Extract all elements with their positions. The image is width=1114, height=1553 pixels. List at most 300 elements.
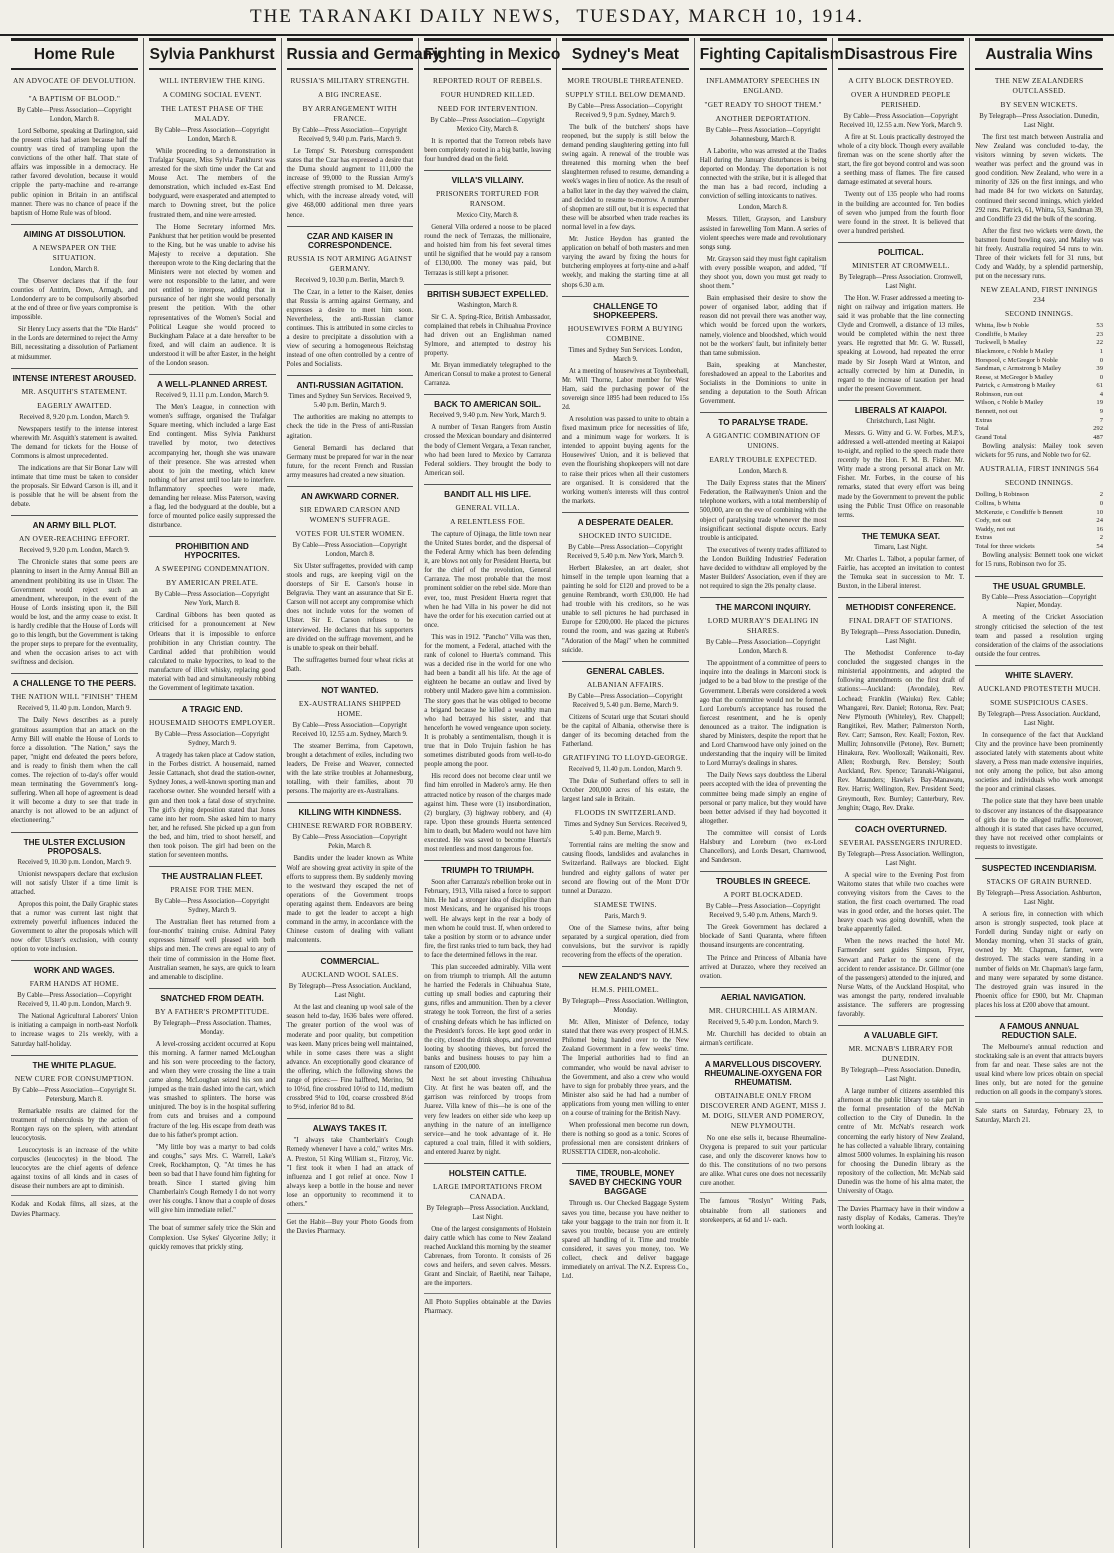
section-heading: AIMING AT DISSOLUTION. <box>11 224 138 239</box>
scorecard-row <box>975 348 1103 357</box>
scorecard-row <box>975 374 1103 383</box>
advertisement: Kodak and Kodak films, all sizes, at the Davies Pharmacy. <box>11 1195 138 1218</box>
scorecard-row <box>975 391 1103 400</box>
subheading: EX-AUSTRALIANS SHIPPED HOME. <box>298 699 401 718</box>
article-paragraph: Bowling analysis: Bennett took one wicket for 15 runs, Robinson two for 35. <box>975 552 1103 569</box>
article-paragraph: A Laborite, who was arrested at the Trades Hall during the January disturbances is being deported on Monday. The deportation is not connected with the strike, but it is alleged that the man has a bad record, including a conviction of selling intoxicants to natives. <box>699 147 827 201</box>
article-paragraph: Remarkable results are claimed for the treatment of tuberculosis by the action of Rontgen rays on the spleen, with attendant leucocytosis. <box>11 1107 138 1142</box>
batsman-runs: 487 <box>1093 433 1103 441</box>
article-paragraph: The Melbourne's annual reduction and stocktaking sale is an event that attracts buyers from far and near. These sales are not the usual kind where low prices obtain on special lines only, but are noted for the genuine reduction on all goods in the company's stores. <box>975 1043 1103 1097</box>
column-headline: Sydney's Meat <box>562 38 689 70</box>
section-heading: A TRAGIC END. <box>149 699 276 714</box>
article-paragraph: The suffragettes burned four wheat ricks at Bath. <box>286 656 414 673</box>
subheading: H.M.S. PHILOMEL. <box>591 985 660 995</box>
subheading: WILL INTERVIEW THE KING. <box>159 76 266 85</box>
batsman-name: Wilson, c Noble b Mailey <box>975 399 1044 407</box>
dateline: Received 9, 5.40 p.m. London, March 9. <box>708 1018 819 1026</box>
batsman-runs: 23 <box>1096 330 1103 338</box>
dateline: By Cable—Press Association—Copyright Received 10, 12.55 a.m. New York, March 9. <box>839 112 963 129</box>
subheading: A COMING SOCIAL EVENT. <box>162 89 262 99</box>
subheading: THE NATION WILL "FINISH" THEM <box>11 692 138 702</box>
subheading: A BIG INCREASE. <box>317 89 382 99</box>
dateline: By Cable—Press Association—Copyright Received 9, 5.40 p.m. Berne, March 9. <box>568 692 683 709</box>
section-heading: BRITISH SUBJECT EXPELLED. <box>424 284 551 299</box>
scorecard-row <box>975 339 1103 348</box>
article-paragraph: Torrential rains are melting the snow and causing floods, landslides and avalanches in Switzerland. Railways are blocked. Eight hundred and eighty gallons of water per second are flowing out of the Mont D'Or tunnel at Durazzo. <box>562 842 689 895</box>
batsman-runs: 54 <box>1096 542 1103 550</box>
article-paragraph: A number of Texan Rangers from Austin crossed the Mexican boundary and disinterred the body of Clement Vergara, a Texan rancher, who had been lured to Mexico by Carranza Federal soldiers. They brought the body to American soil. <box>424 424 551 477</box>
article-paragraph: The capture of Ojinaga, the little town near the United States border, and the dispersal of the Federal Army which has been defending it, are blows not only for President Huerta, but for the chief of the revolution, General Carranza. The most probable that the most prominent soldier on the rebel side. More than ever, too, must President Huerta regret that when he had Villa in his power he did not have the order for his execution carried out at once. <box>424 530 551 629</box>
dateline: Times and Sydney Sun Services. Received 9, 5.40 p.m. Berlin, March 9. <box>288 393 412 410</box>
subheading: THE LATEST PHASE OF THE MALADY. <box>160 103 264 123</box>
column-headline: Sylvia Pankhurst <box>149 38 276 70</box>
article-paragraph: The Duke of Sutherland offers to sell in October 200,000 acres of his estate, the largest land sale in Britain. <box>562 778 689 804</box>
dateline: London, March 8. <box>738 468 788 476</box>
advertisement: The famous "Roslyn" Writing Pads, obtainable from all stationers and storekeepers, at 6d and 1/- each. <box>700 1192 827 1224</box>
advertisement: Get the Habit—Buy your Photo Goods from the Davies Pharmacy. <box>287 1213 414 1236</box>
batsman-runs: 39 <box>1096 365 1103 373</box>
subheading: FOUR HUNDRED KILLED. <box>440 89 535 99</box>
batsman-runs: 9 <box>1099 407 1103 415</box>
article-paragraph: One of the largest consignments of Holstein dairy cattle which has come to New Zealand reached Auckland this morning by the steamer Cabrenaes, from Toronto. It consists of 26 cows and heifers, and seven calves. Messrs. Grant and Sinclair, of Raetihi, near Taihape, are the importers. <box>424 1225 551 1288</box>
article-paragraph: The first test match between Australia and New Zealand was concluded to-day, the visitors winning by seven wickets. The weather was perfect and the ground was in good condition. New Zealand, who were in a minority of 326 on the first innings, and who had made 84 for two wickets on Saturday, continued their second innings, which yielded 292 runs. Patrick, 61, Whitta, 53, Sandman 39, and Condliffe 23 did the bulk of the scoring. <box>975 133 1103 223</box>
section-heading: A DESPERATE DEALER. <box>562 512 689 527</box>
scorecard-row <box>975 417 1103 426</box>
batsman-runs: 19 <box>1096 399 1103 407</box>
subheading: AUCKLAND PROTESTETH MUCH. <box>977 683 1101 693</box>
article-paragraph: Herbert Blakeslee, an art dealer, shot himself in the temple upon learning that a painting he sold for £120 and proved to be a genuine Rembrandt, worth £30,000. He had had trouble with his creditors, so he was unable to sell pictures he had purchased in Europe for £200,000. He placed the pictures round the room, and was gazing at Ruben's "Adoration of the Magi" when he committed suicide. <box>562 564 689 654</box>
batsman-runs: 22 <box>1096 339 1103 347</box>
scorecard-table <box>975 322 1103 442</box>
section-heading: TROUBLES IN GREECE. <box>700 871 827 886</box>
batsman-runs: 2 <box>1099 534 1103 542</box>
subheading: NEW CURE FOR CONSUMPTION. <box>14 1073 134 1083</box>
subheading: OVER A HUNDRED PEOPLE PERISHED. <box>851 89 951 109</box>
article-paragraph: At a meeting of housewives at Toynbeehall, Mr. Will Thorne, Labor member for West Ham, said the purchasing power of the sovereign since 1895 had been reduced to 15s 2d. <box>562 367 689 411</box>
divider-rule <box>50 89 98 90</box>
dateline: Washington, March 8. <box>457 301 518 309</box>
article-column <box>282 38 441 1548</box>
article-paragraph: The Home Secretary informed Mrs. Pankhurst that her petition would be presented to the King, but he was unable to advise his Majesty to receive a deputation. She thereupon wrote to the King declaring that the Ministers were not elected by women and were not responsible to the latter, and were not entitled to interpose, adding that in pursuance of her right she would personally present the petition. With the other representatives of the Women's Social and Political League she would proceed to Buckingham Palace at a date hereafter to be fixed, and will claim an audience. It is understood it will be after Easter, in the height of the London season. <box>148 223 276 368</box>
article-paragraph: The Daily News describes as a purely gratuitous assumption that an attack on the Army Bill will enable the House of Lords to force a dissolution. "The Nation," says the paper, "might end defeated the peers before, and is ready to finish them when the call comes. The rejection of to-day's offer would mean terminating the Government's long-suffering. When all hope of agreement is dead it will become a duty to see that trade in anarchy is not allowed to be an adjunct of electioneering." <box>11 717 138 825</box>
subheading: A PORT BLOCKADED. <box>723 890 803 900</box>
dateline: By Cable—Press Association—Copyright London, March 8. <box>17 106 132 123</box>
section-heading: AN AWKWARD CORNER. <box>287 486 414 501</box>
article-column <box>695 38 844 1548</box>
dateline: By Telegraph—Press Association. Dunedin, Last Night. <box>841 629 961 646</box>
section-heading: ANTI-RUSSIAN AGITATION. <box>287 375 414 390</box>
section-heading: TRIUMPH TO TRIUMPH. <box>424 860 551 875</box>
article-paragraph: Through us. Our Checked Baggage System saves you time, because you have neither to take your baggage to the train nor from it. It saves you trouble, because you are entirely spared all handling of it. Time and trouble considered, it saves you money, too. We collect, check and deliver baggage immediately on arrival. The N.Z. Express Co., Ltd. <box>562 1200 689 1281</box>
article-paragraph: Sir Henry Lucy asserts that the "Die Hards" in the Lords are determined to reject the Army Bill, necessitating a dissolution of Parliament at midsummer. <box>11 326 138 361</box>
column-headline: Fighting in Mexico <box>424 38 551 70</box>
scorecard-row <box>975 331 1103 340</box>
subheading: BY SEVEN WICKETS. <box>1000 99 1078 109</box>
batsman-name: Extras <box>975 416 993 424</box>
section-heading: THE AUSTRALIAN FLEET. <box>149 866 276 881</box>
article-paragraph: The Greek Government has declared a blockade of Santi Quaranta, where fifteen thousand insurgents are concentrating. <box>699 924 827 950</box>
article-column <box>144 38 282 1548</box>
dateline: Received 9, 11.11 p.m. London, March 9. <box>155 392 269 400</box>
batsman-name: Condliffe, b Mailey <box>975 330 1028 338</box>
article-paragraph: At the last and cleaning up wool sale of the season held to-day, 1636 bales were offered. The greater portion of the wool was of moderate and poor quality, but competition was keen. Many prices being well maintained, while in some cases there was a slight advance. An exceptionally good clearance of the offering, which the following shows the range of prices:— Fine halfbred, Merino, 9d to 10½d, fine crossbred 10½d to 11d, medium crossbred 9¼d to 10d, coarse crossbred 8½d to 9½d, inferior 8d to 8d. <box>286 1004 414 1112</box>
article-paragraph: Apropos this point, the Daily Graphic states that a rumor was current last night that extremely powerful influences induced the Government to alter the proposals which will now offer Ulster's exclusion, with county option to vote inclusion. <box>11 900 138 954</box>
subheading: FLOODS IN SWITZERLAND. <box>574 808 676 818</box>
article-paragraph: Unionist newspapers declare that exclusion will not satisfy Ulster if a time limit is attached. <box>11 870 138 896</box>
subheading: GENERAL VILLA. <box>455 502 520 512</box>
dateline: By Cable—Press Association—Copyright Received 9, 5.40 p.m. New York, March 9. <box>567 543 684 560</box>
section-heading: KILLING WITH KINDNESS. <box>287 802 414 817</box>
dateline: By Telegraph—Press Association. Thames, Monday. <box>153 1019 271 1036</box>
article-paragraph: The Australian fleet has returned from a four-months' training cruise. Admiral Patey expresses himself well pleased with both ships and men. The crews are equal to any of their time of commission in the Home fleet. Australian seamen, he says, are quick to learn and amenable to discipline. <box>148 919 276 981</box>
subheading: MR. ASQUITH'S STATEMENT. <box>21 386 128 396</box>
article-paragraph: Bain, speaking at Manchester, foreshadowed an appeal to the Laborites and Socialists in the Dominions to unite in sending a deputation to the South African Government. <box>699 361 827 406</box>
batsman-name: Extras <box>975 534 993 542</box>
section-heading: INTENSE INTEREST AROUSED. <box>11 368 138 383</box>
article-paragraph: Mr. Grayson said they must fight capitalism with every possible weapon, and added, "If they shoot you, down you must get ready to shoot them." <box>699 255 827 291</box>
batsman-name: Reese, st McGregor b Mailey <box>975 373 1054 381</box>
subheading: FINAL DRAFT OF STATIONS. <box>848 616 953 626</box>
batsman-name: Total <box>975 425 989 433</box>
subheading: SOME SUSPICIOUS CASES. <box>990 697 1089 707</box>
subheading: MR. CHURCHILL AS AIRMAN. <box>708 1005 818 1015</box>
scorecard-subheading: SECOND INNINGS. <box>1005 478 1074 488</box>
subheading: SIAMESE TWINS. <box>593 899 657 909</box>
section-heading: A FAMOUS ANNUAL REDUCTION SALE. <box>975 1016 1103 1040</box>
section-heading: A CHALLENGE TO THE PEERS. <box>11 673 138 688</box>
section-heading: POLITICAL. <box>838 242 965 257</box>
column-headline: Australia Wins <box>975 38 1103 70</box>
section-heading: TIME, TROUBLE, MONEY SAVED BY CHECKING YOUR BAGGAGE <box>562 1163 689 1196</box>
article-paragraph: Sir C. A. Spring-Rice, British Ambassador, complained that rebels in Chihuahua Province had driven out an Englishman named Sylmore, and attempted to destroy his property. <box>424 313 551 358</box>
dateline: Received 9, 10.30 p.m. London, March 9. <box>17 858 132 866</box>
dateline: Times and Sydney Sun Services. London, March 9. <box>568 346 683 363</box>
article-paragraph: Next he set about investing Chihuahua City. At first he was beaten off, and the garrison was reinforced by troops from Juarez. Villa knew of this—he is one of the very few leaders on either side who keep up anything in the nature of an intelligence service—and he took advantage of it. He captured a coal train, filled it with soldiers, and entered Juarez by night. <box>424 1076 551 1156</box>
dateline: Mexico City, March 8. <box>456 212 519 220</box>
article-paragraph: Bain emphasised their desire to show the power of organised labor, adding that if reason did not prevail there was another way, which would be forced upon the workers, namely, violence and bloodshed, which would not be the workers' fault, but infinitely better than tame submission. <box>699 295 827 357</box>
subheading: ANOTHER DEPORTATION. <box>715 113 811 123</box>
article-paragraph: A large number of citizens assembled this afternoon at the public library to take part in the formal presentation of the McNab collection to the City of Dunedin. In the centre of Mr. McNab's research work concerning the early history of New Zealand, he has collected a valuable library, containing almost 5000 volumes. In explaining his reason for choosing the Dunedin library as the repository of the collection, Mr. McNab said Dunedin was the home of his alma mater, the University of Otago. <box>837 1088 965 1196</box>
scorecard-row <box>975 399 1103 408</box>
batsman-runs: 24 <box>1096 517 1103 525</box>
section-heading: LIBERALS AT KAIAPOI. <box>838 400 965 415</box>
article-paragraph: His record does not become clear until we find him enrolled in Madero's army. He then attracted notice by reason of the charges made against him. These were (1) insubordination, (2) burglary, (3) highway robbery, and (4) rape. Upon these grounds Huerta sentenced him to death, but Madero would not have him executed. He was saved to become Huerta's most relentless and most dangerous foe. <box>424 773 551 854</box>
scorecard-row <box>975 543 1103 552</box>
subheading: INFLAMMATORY SPEECHES IN ENGLAND. <box>706 76 820 95</box>
dateline: By Telegraph—Press Association. Dunedin, Last Night. <box>979 112 1099 129</box>
scorecard-table <box>975 491 1103 551</box>
section-heading: PROHIBITION AND HYPOCRITES. <box>149 536 276 560</box>
section-heading: METHODIST CONFERENCE. <box>838 597 965 612</box>
article-paragraph: Newspapers testify to the intense interest wherewith Mr. Asquith's statement is awaited. The demand for tickets for the House of Commons is almost unprecedented. <box>11 425 138 460</box>
subheading: ALBANIAN AFFAIRS. <box>586 679 664 689</box>
section-heading: A VALUABLE GIFT. <box>838 1025 965 1040</box>
dateline: By Telegraph—Press Association. Auckland, Last Night. <box>977 710 1101 727</box>
dateline: London, March 8. <box>49 265 99 273</box>
section-heading: CZAR AND KAISER IN CORRESPONDENCE. <box>287 226 414 250</box>
scorecard-row <box>975 408 1103 417</box>
batsman-runs: 2 <box>1099 491 1103 499</box>
subheading: MR. MCNAB'S LIBRARY FOR DUNEDIN. <box>848 1044 954 1064</box>
article-paragraph: Cardinal Gibbons has been quoted as criticised for a pronouncement at New Orleans that it is impossible to enforce prohibition in any Christian country. The Cardinal added that prohibition would calculated to make hypocrites, to lead to the manufacture of illicit whisky, replacing good material with bad and simultaneously robbing the Government of legitimate taxation. <box>148 612 276 693</box>
dateline: Paris, March 9. <box>604 912 647 920</box>
article-paragraph: General Villa ordered a noose to be placed round the neck of Terrazas, the millionaire, and hoisted him from his feet several times until he signified that he would pay a ransom of £130,000. The money was paid, but Terrazas is still kept a prisoner. <box>424 224 551 277</box>
article-paragraph: A serious fire, in connection with which arson is strongly suspected, took place at Fordell during Sunday night or early on Monday morning, when 31 stacks of grain, owned by Mr. Chapman, farmer, were destroyed. The stacks were standing in a number of fields on Mr. Chapman's large farm, and many were separated by some distance. The destroyed grain was insured in the Phoenix office for £900, but Mr. Chapman places his loss at £200 above that amount. <box>975 910 1104 1009</box>
article-paragraph: In consequence of the fact that Auckland City and the province have been prominently associated lately with statements about white slavery, a Press man made extensive inquiries, not only among the police, but also among societies and individuals who work amongst the poor and criminal classes. <box>975 731 1103 794</box>
section-heading: A WELL-PLANNED ARREST. <box>149 374 276 389</box>
batsman-name: Patrick, c Armstrong b Mailey <box>975 382 1056 390</box>
batsman-runs: 53 <box>1096 322 1103 330</box>
section-heading: THE USUAL GRUMBLE. <box>975 576 1103 591</box>
scorecard-row <box>975 534 1103 543</box>
article-paragraph: Mr. Bryan immediately telegraphed to the American Consul to make a protest to General Carranza. <box>424 362 551 388</box>
dateline: By Cable—Press Association—Copyright London, March 8. <box>292 541 408 558</box>
scorecard-heading: NEW ZEALAND, FIRST INNINGS 234 <box>980 285 1098 305</box>
article-paragraph: The appointment of a committee of peers to inquire into the dealings in Marconi stock is judged to be a bad blow to the prestige of the Government. Liberals were considered a week ago that the committee would not be formed. Lord Loreburn's acceptance has roused the fiercest resentment, and he is openly denounced as a traitor. The indignation is shared by Ministers, despite the report that he and Lord Charnwood have only joined on the understanding that the inquiry will be limited to Lord Murray's dealings in shares. <box>699 660 827 768</box>
subheading: AN ADVOCATE OF DEVOLUTION. <box>12 76 136 85</box>
dateline: By Cable—Press Association—Copyright Napier, Monday. <box>981 593 1097 610</box>
dateline: Received 8, 9.20 p.m. London, March 9. <box>19 413 130 421</box>
batsman-name: McKenzie, c Condliffe b Bennett <box>975 508 1063 516</box>
subheading: LORD MURRAY'S DEALING IN SHARES. <box>707 616 819 636</box>
subheading: A CITY BLOCK DESTROYED. <box>848 76 954 85</box>
subheading: FARM HANDS AT HOME. <box>29 979 119 989</box>
article-paragraph: Le Temps' St. Petersburg correspondent states that the Czar has expressed a desire that the Duma should augment to 111,000 the increase of 99,000 to the Russian Army's effective strength promised to M. Delcasse, which, with the increase already voted, will give 468,000 additional men three years hence. <box>286 147 414 219</box>
batsman-runs: 10 <box>1096 508 1103 516</box>
section-heading: CHALLENGE TO SHOPKEEPERS. <box>562 296 689 320</box>
batsman-name: Whitta, lbw b Noble <box>975 322 1030 330</box>
batsman-runs: 0 <box>1099 356 1103 364</box>
article-paragraph: Leucocytosis is an increase of the white corpuscles (leucocytes) in the blood. The leucocytes are the chief agents of defence against toxins of all kinds and in cases of disease their numbers are apt to diminish. <box>11 1146 138 1191</box>
subheading: MORE TROUBLE THREATENED. <box>567 76 684 85</box>
advertisement: The Davies Pharmacy have in their window a nasty display of Kodaks, Cameras. They're worth looking at. <box>838 1200 965 1232</box>
batsman-runs: 4 <box>1099 390 1103 398</box>
dateline: Received 9, 10.30 p.m. Berlin, March 9. <box>295 276 405 284</box>
article-paragraph: The indications are that Sir Bonar Law will intimate that time must be taken to consider the proposals. Sir Edward Carson is ill, and it is possible that he will be absent from the debate. <box>11 464 138 509</box>
article-paragraph: A special wire to the Evening Post from Waitomo states that while two coaches were conveying visitors from the Caves to the station, the first coach overturned. The road was in good order, and the horses quiet. The heavy coach was going downhill, when the brake apparently failed. <box>837 871 965 934</box>
article-paragraph: The Hon. W. Fraser addressed a meeting to-night on railway and irrigation matters. He said it was probable that the line connecting Clyde and Cromwell, a distance of 13 miles, would be completed within the next three years. He regretted that Mr. G. W. Russell, speaking at Lowood, had repeated the error made by Sir Joseph Ward at Winton, and actually corrected by him at Dunedin, in regard to the increase of taxation per head under the present Government. <box>837 294 965 393</box>
section-heading: THE TEMUKA SEAT. <box>838 526 965 541</box>
article-column <box>970 38 1108 1548</box>
article-paragraph: The Methodist Conference to-day concluded the suggested changes in the ministerial appointments, and adopted the following amendments on the first draft of stations:—Auckland: (Avondale), Rev. Lochead; Franklin (Waiuku) Rev. Cable; Whangarei, Rev. Daniel; Rotorua, Rev. Peat; New Plymouth (Whiteley), Rev. Chappell; Rangitikei, Rev. Mather; Palmerston North, Rev. Carr; Samson, Rev. Keall; Foxton, Rev. Mullin; Johnsonville (Petone), Rev. Burnett; Hinakura, Rev. Woolloxall; Waikonaiti, Rev. Allen; Roxburgh, Rev. Bensley; South Auckland, Rev. Spence; Taranaki-Waiganui, Rev. Maunders; Hawke's Bay-Manawatu, Rev. Harris; Wellington, Rev. President Seed; Greymouth, Rev. Burnley; Canterbury, Rev. Jenghin; Otago, Rev. Drake. <box>837 650 965 812</box>
column-headline: Disastrous Fire <box>838 38 965 70</box>
article-paragraph: Six Ulster suffragettes, provided with camp stools and rugs, are keeping vigil on the doorsteps of Sir E. Carson's house in Belgravia. They want an assurance that Sir E. Carson will not accept any compromise which does not include votes for the women of Ulster. Sir E. Carson refuses to be interviewed. He declares that his supporters are divided on the suffrage movement, and he is unable to speak on their behalf. <box>286 562 414 652</box>
article-paragraph: While proceeding to a demonstration in Trafalgar Square, Miss Sylvia Pankhurst was arrested for the sixth time under the Cat and Mouse Act. The members of the demonstration, which included ex-East End bodyguard, were exasperated and attempted to march to Downing street, but the police frustrated them, and nine were arrested. <box>148 147 276 219</box>
section-heading: AERIAL NAVIGATION. <box>700 987 827 1002</box>
dateline: By Telegraph—Press Association. Auckland, Last Night. <box>426 1204 549 1221</box>
article-paragraph: The committee will consist of Lords Halsbury and Loreburn (two ex-Lord Chancellors), and Lords Desart, Charnwood, and Sanderson. <box>699 829 827 865</box>
dateline: By Cable—Press Association—Copyright Received 9, 5.40 p.m. Athens, March 9. <box>705 903 821 920</box>
article-paragraph: The Daily News says doubtless the Liberal peers accepted with the idea of preventing the committee being made simply an engine of personal or party malice, but they would have been better advised if they had boycotted it altogether. <box>699 772 827 825</box>
article-paragraph: Lord Selborne, speaking at Darlington, said the present crisis had arisen because half the country was tired of trampling upon the convictions of the other half. That state of affairs was impossible in a democracy. He rather favored devolution, because it would cripple the party-machine and re-arrange public opinion in Britain in an antifiscal manner. There was no chance of peace if the baptism of Home Rule was of blood. <box>11 127 138 217</box>
column-headline: Home Rule <box>11 38 138 70</box>
article-paragraph: Mr. Allen, Minister of Defence, today stated that there was every prospect of H.M.S. Philomel being handed over to the New Zealand Government in a few weeks' time. The Imperial authorities had to find an commander, who would be naval adviser to the Government, and also a crew who would have to sign for probably three years, and the Minister also said he had had a number of applications from young men willing to enter on a course of training for the British Navy. <box>562 1019 689 1117</box>
dateline: Received 9, 11.40 p.m. London, March 9. <box>568 766 683 774</box>
subheading: SUPPLY STILL BELOW DEMAND. <box>565 89 686 99</box>
article-paragraph: The police state that they have been unable to discover any instances of the disappearance of girls due to the alleged traffic. Moreover, although it is stated that cases have occurred, they have not received other complaints or requests to investigate. <box>975 798 1103 851</box>
subheading: EAGERLY AWAITED. <box>37 400 112 410</box>
advertisement: Sale starts on Saturday, February 23, to Saturday, March 21. <box>975 1102 1103 1125</box>
section-heading: COACH OVERTURNED. <box>838 819 965 834</box>
subheading: STACKS OF GRAIN BURNED. <box>986 877 1092 887</box>
subheading: A SWEEPING CONDEMNATION. <box>154 564 270 574</box>
article-paragraph: Twenty out of 135 people who had rooms in the building are accounted for. Ten bodies of seven who jumped from the fourth floor were found in the street. It is believed that over a hundred perished. <box>837 191 965 235</box>
scorecard-row <box>975 517 1103 526</box>
dateline: By Telegraph—Press Association. Wellington, Last Night. <box>837 850 964 867</box>
section-heading: NOT WANTED. <box>287 680 414 695</box>
dateline: By Telegraph—Press Association. Auckland, Last Night. <box>288 983 412 1000</box>
dateline: By Cable—Press Association—Copyright Mexico City, March 8. <box>430 116 545 133</box>
article-paragraph: Bowling analysis: Mailey took seven wickets for 95 runs, and Noble two for 62. <box>975 443 1103 460</box>
section-heading: BANDIT ALL HIS LIFE. <box>424 484 551 499</box>
dateline: By Cable—Press Association—Copyright Sydney, March 9. <box>154 898 270 915</box>
section-heading: HOLSTEIN CATTLE. <box>424 1163 551 1178</box>
section-heading: NEW ZEALAND'S NAVY. <box>562 966 689 981</box>
dateline: London, March 8. <box>738 204 788 212</box>
article-paragraph: General Bernardi has declared that Germany must be prepared for war in the near future, for the recent French and Russian army measures had created a new situation. <box>286 444 414 479</box>
scorecard-subheading: SECOND INNINGS. <box>1005 309 1074 319</box>
subheading: BY A FATHER'S PROMPTITUDE. <box>154 1006 270 1016</box>
subheading: HOUSEMAID SHOOTS EMPLOYER. <box>148 718 276 728</box>
scorecard-row <box>975 382 1103 391</box>
batsman-name: Cody, not out <box>975 517 1011 525</box>
batsman-runs: 7 <box>1099 416 1103 424</box>
batsman-name: Total for three wickets <box>975 542 1035 550</box>
dateline: By Telegraph—Press Association. Cromwell, Last Night. <box>839 273 963 290</box>
scorecard-row <box>975 425 1103 434</box>
article-paragraph: Messrs. G. Witty and G. W. Forbes, M.P.'s, addressed a well-attended meeting at Kaiapoi to-night, and replied to the speech made there recently by the Hon. F. M. B. Fisher. Mr. Witty made a strong personal attack on Mr. Fisher. Mr. Forbes, in the course of his remarks, stated that every effort was being made by the Government to prevent the public using the Public Trust Office on reasonable terms. <box>837 429 965 519</box>
subheading: THE NEW ZEALANDERS OUTCLASSED. <box>994 76 1084 95</box>
article-paragraph: One of the Siamese twins, after being separated by a surgical operation, died from convulsions, but the survivor is rapidly recovering from the effects of the operation. <box>562 924 689 960</box>
dateline: By Cable—Press Association—Copyright Johannesburg, March 8. <box>705 126 821 143</box>
subheading: HOUSEWIVES FORM A BUYING COMBINE. <box>567 323 683 343</box>
subheading: A GIGANTIC COMBINATION OF UNIONS. <box>705 431 821 451</box>
article-paragraph: A meeting of the Cricket Association strongly criticised the selection of the test team and passed a resolution urging consideration of the claims of the associations outside the four centres. <box>975 614 1103 658</box>
subheading: RUSSIA IS NOT ARMING AGAINST GERMANY. <box>287 253 413 273</box>
batsman-runs: 292 <box>1093 425 1103 433</box>
subheading: PRISONERS TORTURED FOR RANSOM. <box>436 189 540 209</box>
batsman-runs: 16 <box>1096 525 1103 533</box>
article-paragraph: Soon after Carranza's rebellion broke out in February, 1913, Villa raised a force to support him. He had a stronger idea of discipline than most Mexicans, and he organised his troops well. He always kept in the rear a body of men whom he could trust. If, when ordered to take a position by storm or to advance under fire, the first ranks tried to turn back, they had to face the determined fellows in the rear. <box>424 879 551 959</box>
article-paragraph: The authorities are making no attempts to check the tide in the Press of anti-Russian agitation. <box>286 414 414 440</box>
article-paragraph: After the first two wickets were down, the batsmen found bowling easy, and Mailey was hit freely. Australia required 54 runs to win. Three of their wickets fell for 31 runs, but Cody and Waddy, by a splendid partnership, put on the necessary runs. <box>975 227 1103 281</box>
batsman-name: Collins, b Whitta <box>975 499 1021 507</box>
article-paragraph: Bandits under the leader known as White Wolf are showing great activity in spite of the efforts to suppress them. By suddenly moving to the westward they escaped the net of operations of the Government troops operating against them. Endeavors are being made to get the leader to accept a high command in the army, in accordance with the Chinese custom of dealing with valiant malcontents. <box>286 855 414 945</box>
article-paragraph: Citizens of Scutari urge that Scutari should be the capital of Albania, otherwise there is danger of its becoming detached from the Fatherland. <box>562 713 689 748</box>
newspaper-name: THE TARANAKI DAILY NEWS, <box>249 6 562 27</box>
subheading: RUSSIA'S MILITARY STRENGTH. <box>290 76 410 85</box>
article-paragraph: "My little boy was a martyr to bad colds and coughs," says Mrs. C. Warrell, Lake's Creek, Rockhampton, Q. "At times he has been so bad that I have found him fighting for breath. Since I started giving him Chamberlain's Cough Remedy I do not worry over his coughs. I know that a couple of doses will give him immediate relief." <box>148 1143 276 1215</box>
batsman-name: Waddy, not out <box>975 525 1016 533</box>
article-paragraph: Mr. Justice Heydon has granted the application on behalf of both masters and men varying the award by fixing the hours for butchering employees at forty-nine and a-half weekly, and making the starting time at all shops 6.30 a.m. <box>562 236 689 289</box>
article-column <box>557 38 695 1548</box>
batsman-runs: 1 <box>1099 348 1103 356</box>
subheading: REPORTED ROUT OF REBELS. <box>432 76 543 85</box>
subheading: A NEWSPAPER ON THE SITUATION. <box>32 242 117 262</box>
subheading: CHINESE REWARD FOR ROBBERY. <box>286 821 413 831</box>
article-paragraph: The Chronicle states that some peers are planning to insert in the Army Annual Bill an amendment prohibiting its use in Ulster. The Government would reject such an amendment, whereupon, in the event of the House of Lords insisting upon it, the Bill would be lost, and the army cease to exist. It is hardly credible that the House of Lords will go to this length, but the Government is taking the proper steps to prepare for the eventuality, and when the occasion arises to act with swiftness and decision. <box>11 559 138 667</box>
scorecard-row <box>975 526 1103 535</box>
batsman-name: Dolling, b Robinson <box>975 491 1029 499</box>
scorecard-row <box>975 434 1103 443</box>
article-paragraph: The Men's League, in connection with women's suffrage, organised the Trafalgar Square meeting, which included a large East End contingent. Miss Sylvia Pankhurst travelled by motor, two detectives accompanying her, though she was unaware of their presence. She was arrested when about to join the meeting, which knew nothing of her arrest until too late to interfere. Inflammatory speeches were made, demanding her release. Miss Paterson, waving a flag, led the bodyguard at the double, but a force of mounted police easily suppressed the disturbance. <box>148 404 276 530</box>
dateline: Timaru, Last Night. <box>874 543 928 551</box>
subheading: EARLY TROUBLE EXPECTED. <box>709 455 818 465</box>
subheading: SHOCKED INTO SUICIDE. <box>578 530 673 540</box>
section-heading: VILLA'S VILLAINY. <box>424 170 551 185</box>
dateline: Times and Sydney Sun Services. Received 9, 5.40 p.m. Berne, March 9. <box>563 821 687 838</box>
section-heading: WHITE SLAVERY. <box>975 665 1103 680</box>
article-paragraph: The steamer Berrima, from Capetown, brought a detachment of exiles, including two leaders, De Freise and Weaver, connected with the late strike troubles at Johannesburg, totalling, with their families, about 70 persons. The majority are ex-Australians. <box>286 742 414 796</box>
batsman-name: Horspool, c McGregor b Noble <box>975 356 1058 364</box>
section-heading: THE WHITE PLAGUE. <box>11 1055 138 1070</box>
batsman-runs: 0 <box>1099 499 1103 507</box>
dateline: By Cable—Press Association—Copyright Pekin, March 8. <box>292 834 408 851</box>
batsman-runs: 0 <box>1099 373 1103 381</box>
section-heading: COMMERCIAL. <box>287 951 414 966</box>
section-heading: GENERAL CABLES. <box>562 661 689 676</box>
section-heading: THE ULSTER EXCLUSION PROPOSALS. <box>11 832 138 856</box>
dateline: Received 9, 9.40 p.m. New York, March 9. <box>429 412 546 420</box>
subheading: BY ARRANGEMENT WITH FRANCE. <box>302 103 398 123</box>
advertisement: All Photo Supplies obtainable at the Davies Pharmacy. <box>424 1293 551 1316</box>
article-paragraph: The bulk of the butchers' shops have reopened, but the supply is still below the demand pending slaughtering getting into full swing again. A renewal of the trouble was threatened this morning when the beef slaughtermen refused to resume, demanding a week's wages in lieu of notice. As the result of a ballot later in the day they waived the claim, and decided to resume to-morrow. A number of shopmen are still out, but it is expected that these will be absorbed when trade reaches its normal level in a few days. <box>562 123 689 231</box>
masthead <box>0 0 1114 36</box>
scorecard-row <box>975 357 1103 366</box>
batsman-name: Tuckwell, b Mailey <box>975 339 1027 347</box>
dateline: By Cable—Press Association—Copyright London, March 8. <box>705 639 821 656</box>
article-paragraph: A tragedy has taken place at Cadow station, in the Forbes district. A housemaid, named Jessie Cattanach, shot dead the station-owner, Sydney Jones, a well-known sporting man and racehorse owner. She wounded herself with a gun and then took a fatal dose of strychnine. The girl's dying deposition stated that Jones came into her room. She asked him to marry her, and he refused. She picked up a gun from the bed, and him, tried to shoot herself, and then took poison. The girl had been on the station for seventeen months. <box>148 752 276 860</box>
advertisement: The boat of summer safely trice the Skin and Complexion. Use Sykes' Glycerine Jelly; it quickly removes that prickly sting. <box>149 1219 276 1251</box>
article-paragraph: Mr. Charles L. Talbot, a popular farmer, of Fairlie, has accepted an invitation to contest the Temuka seat in succession to Mr. T. Buxton, in the Liberal interest. <box>837 555 965 591</box>
subheading: A RELENTLESS FOE. <box>450 516 526 526</box>
subheading: SIR EDWARD CARSON AND WOMEN'S SUFFRAGE. <box>299 505 401 524</box>
dateline: By Cable—Press Association—Copyright Sydney, March 9. <box>154 731 270 748</box>
dateline: By Cable—Press Association—Copyright Received 10, 12.55 a.m. Sydney, March 9. <box>292 721 408 738</box>
batsman-name: Robinson, run out <box>975 390 1023 398</box>
page-columns <box>6 38 1108 1548</box>
batsman-name: Sandman, c Armstrong b Mailey <box>975 365 1062 373</box>
dateline: By Cable—Press Association—Copyright St. Petersburg, March 8. <box>12 1086 137 1103</box>
article-column <box>419 38 561 1548</box>
subheading: LARGE IMPORTATIONS FROM CANADA. <box>432 1181 543 1201</box>
dateline: By Telegraph—Press Association. Wellington, Monday. <box>562 998 689 1015</box>
subheading: BY AMERICAN PRELATE. <box>166 578 259 588</box>
section-heading: THE MARCONI INQUIRY. <box>700 597 827 612</box>
subheading: SEVERAL PASSENGERS INJURED. <box>839 837 963 847</box>
scorecard-row <box>975 365 1103 374</box>
article-paragraph: The Prince and Princess of Albania have arrived at Durazzo, where they received an ovation. <box>699 954 827 980</box>
article-paragraph: Mr. Churchill has decided to obtain an airman's certificate. <box>699 1030 827 1047</box>
article-paragraph: The executives of twenty trades affiliated to the London Building Industries' Federation have decided to withdraw all employed by the Master Builders' Association, even if they are not required to sign the 20s penalty clause. <box>699 546 827 591</box>
subheading: PRAISE FOR THE MEN. <box>170 885 254 895</box>
article-paragraph: A level-crossing accident occurred at Kopu this morning. A farmer named McLoughan and his son were proceeding to the factory, and when they were crossing the line a train came along. McLoughan seized his son and jumped as the train dashed into the cart, which was smashed to splinters. The horse was uninjured. The boy is in the hospital suffering from cuts and bruises and a compound fracture of the leg. His escape from death was due to his father's prompt action. <box>148 1040 276 1139</box>
dateline: Christchurch, Last Night. <box>866 417 936 425</box>
scorecard-row <box>975 500 1103 509</box>
section-heading: AN ARMY BILL PLOT. <box>11 515 138 530</box>
batsman-runs: 61 <box>1096 382 1103 390</box>
subheading: "A BAPTISM OF BLOOD." <box>28 93 121 103</box>
section-heading: WORK AND WAGES. <box>11 960 138 975</box>
article-paragraph: This plan succeeded admirably. Villa went on from triumph to triumph. All the autumn he harried the Federals in Chihuahua State, cutting up small bodies and capturing their guns, rifles and ammunition. Then by a clever strategy he took Torreon, the first of a series of crushing defeats which he has inflicted on the President's forces. He kept good order in the city, closed the drink shops, and prevented looting by shooting thieves, but forced the banks and business houses to pay him a ransom of £200,000. <box>424 964 551 1072</box>
article-paragraph: "I always take Chamberlain's Cough Remedy whenever I have a cold," writes Mrs. A. Preston, 51 King William st., Fitzroy, Vic. "I first took it when I had an attack of influenza and I got relief at once. Now I always keep a bottle in the house and never lose an opportunity to recommend it to others." <box>286 1137 414 1209</box>
article-paragraph: The Observer declares that if the four counties of Antrim, Down, Armagh, and Londonderry are to be compulsorily absorbed at the end of three or five years compromise is impossible. <box>11 277 138 322</box>
dateline: By Telegraph—Press Association. Dunedin, Last Night. <box>841 1067 961 1084</box>
section-heading: ALWAYS TAKES IT. <box>287 1118 414 1133</box>
article-paragraph: This was in 1912. "Pancho" Villa was then, for the moment, a Federal, attached with the rank of colonel to Huerta's command. This was a decided rise in the world for one who had been a bandit all his life. At the age of eighteen he became an outlaw and lived by robbery until Madero gave him a commission. The story goes that he was obliged to become a brigand because he killed a wealthy man who had betrayed his sister, and that henceforth he vowed vengeance upon society. It is probably a sentimentalism, though it is true that in Dolo Trujuin fashion he has sometimes distributed goods from well-to-do people among the poor. <box>424 633 551 769</box>
subheading: NEED FOR INTERVENTION. <box>437 103 538 113</box>
subheading: GRATIFYING TO LLOYD-GEORGE. <box>562 753 688 763</box>
